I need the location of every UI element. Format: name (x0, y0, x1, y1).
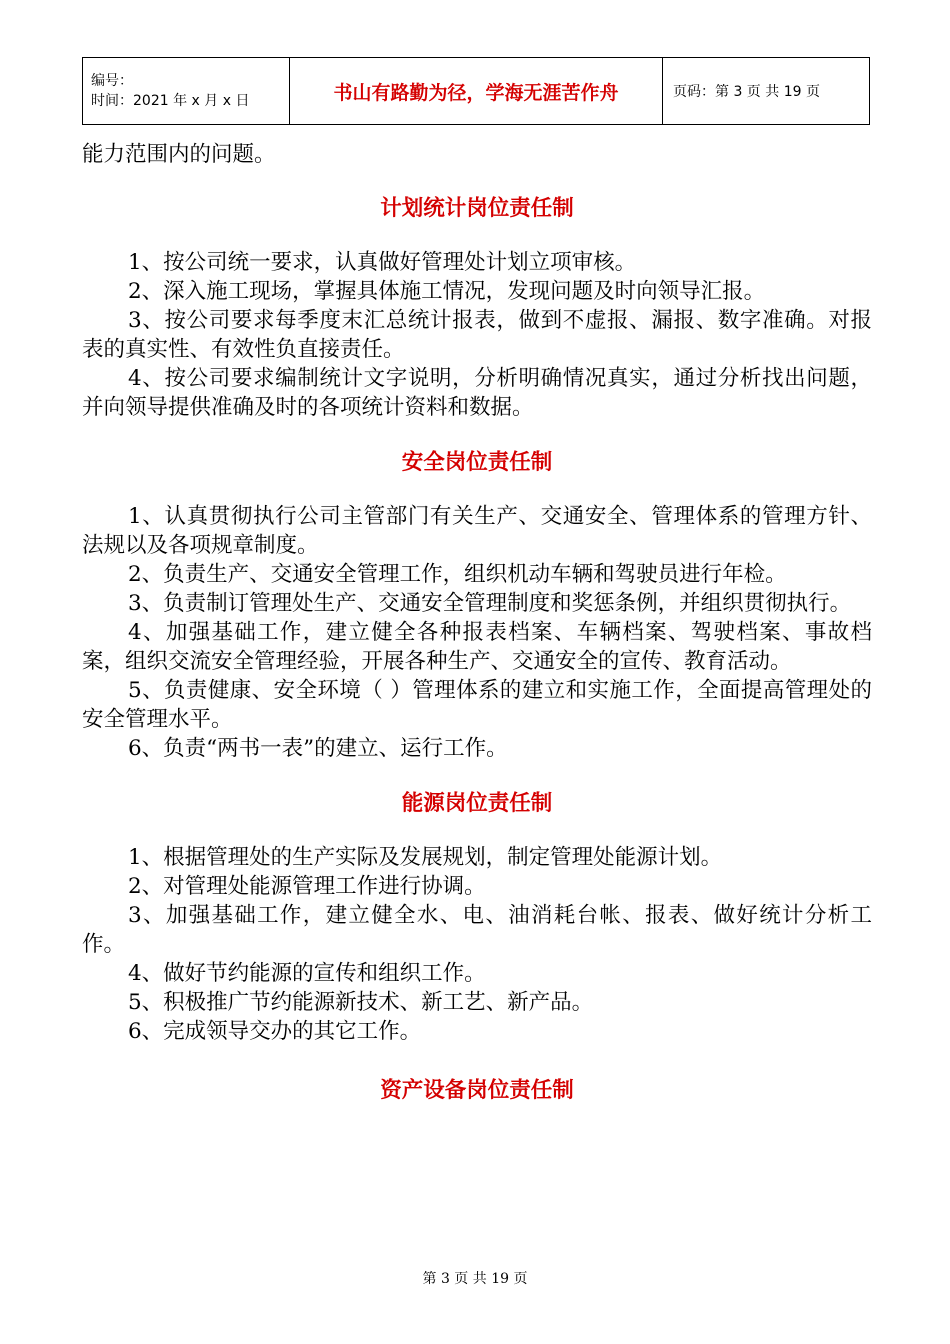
continuation-text: 能力范围内的问题。 (82, 142, 276, 167)
section-title: 能源岗位责任制 (401, 791, 553, 816)
document-header (82, 57, 870, 125)
section-title: 资产设备岗位责任制 (380, 1078, 574, 1103)
header-page-info: 页码：第 3 页 共 19 页 (663, 58, 870, 125)
header-meta (83, 58, 290, 125)
number-label: 编号： (91, 73, 133, 89)
list-item: 3、负责制订管理处生产、交通安全管理制度和奖惩条例，并组织贯彻执行。 (128, 591, 852, 616)
list-item: 2、对管理处能源管理工作进行协调。 (128, 874, 486, 899)
page-footer: 第 3 页 共 19 页 (422, 1271, 528, 1287)
list-item: 4、按公司要求编制统计文字说明，分析明确情况真实，通过分析找出问题，并向领导提供准确及时的各项统计资料和数据。 (82, 366, 872, 420)
section-title: 计划统计岗位责任制 (380, 196, 574, 221)
list-item: 3、加强基础工作，建立健全水、电、油消耗台帐、报表、做好统计分析工作。 (82, 903, 872, 957)
time-label: 时间：2021 年 x 月 x 日 (91, 93, 250, 109)
list-item: 1、按公司统一要求，认真做好管理处计划立项审核。 (128, 250, 637, 275)
list-item: 1、根据管理处的生产实际及发展规划，制定管理处能源计划。 (128, 845, 723, 870)
list-item: 5、负责健康、安全环境（ ）管理体系的建立和实施工作，全面提高管理处的安全管理水平。 (82, 678, 872, 732)
document-body (82, 140, 872, 1106)
list-item: 2、深入施工现场，掌握具体施工情况，发现问题及时向领导汇报。 (128, 279, 766, 304)
list-item: 6、负责“两书一表”的建立、运行工作。 (128, 736, 508, 761)
list-item: 1、认真贯彻执行公司主管部门有关生产、交通安全、管理体系的管理方针、法规以及各项规章制度。 (82, 504, 872, 558)
list-item: 3、按公司要求每季度末汇总统计报表，做到不虚报、漏报、数字准确。对报表的真实性、有效性负直接责任。 (82, 308, 872, 362)
list-item: 2、负责生产、交通安全管理工作，组织机动车辆和驾驶员进行年检。 (128, 562, 787, 587)
list-item: 6、完成领导交办的其它工作。 (128, 1019, 422, 1044)
header-motto: 书山有路勤为径，学海无涯苦作舟 (290, 58, 663, 125)
section-title: 安全岗位责任制 (401, 450, 553, 475)
list-item: 4、加强基础工作，建立健全各种报表档案、车辆档案、驾驶档案、事故档案，组织交流安全管理经验，开展各种生产、交通安全的宣传、教育活动。 (82, 620, 872, 674)
list-item: 5、积极推广节约能源新技术、新工艺、新产品。 (128, 990, 594, 1015)
list-item: 4、做好节约能源的宣传和组织工作。 (128, 961, 486, 986)
